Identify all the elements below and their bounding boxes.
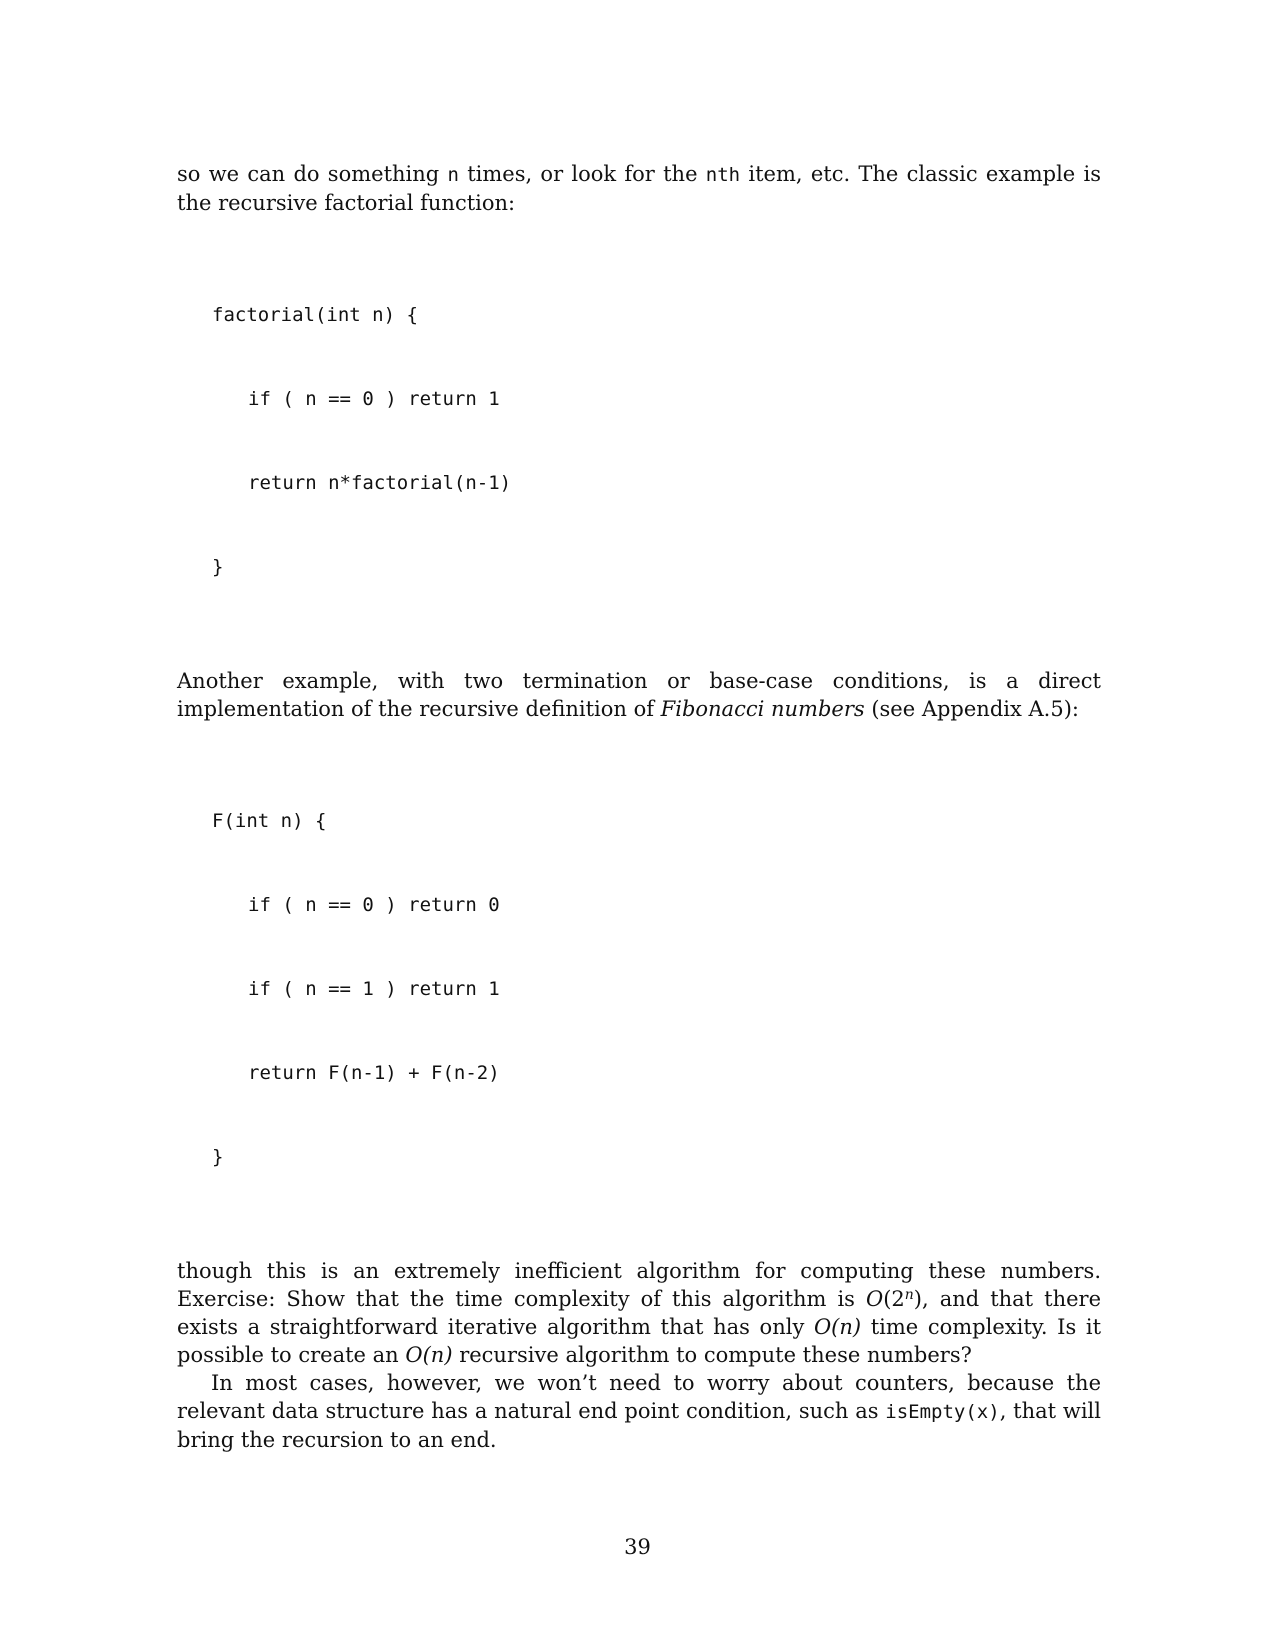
text: (see Appendix A.5): [864,697,1079,721]
code-line: if ( n == 0 ) return 1 [248,388,500,410]
code-block-fibonacci [177,751,1101,1227]
paragraph-complexity [177,1257,1101,1369]
paragraph-fibonacci [177,667,1101,723]
math-exponent: n [904,1287,914,1303]
code-line: if ( n == 0 ) return 0 [248,894,500,916]
code-line: return n*factorial(n-1) [248,472,512,494]
inline-code: nth [705,164,741,186]
page-body [177,160,1101,1454]
math-paren: (2 [883,1287,905,1311]
math-paren: ) [913,1287,922,1311]
code-line: return F(n-1) + F(n-2) [248,1062,500,1084]
math-big-o: O(n) [405,1343,453,1367]
code-line: } [212,1146,224,1168]
math-big-o: O [865,1287,884,1311]
emphasis-term: Fibonacci numbers [660,697,865,721]
inline-code: n [447,164,459,186]
text: recursive algorithm to compute these numbers? [452,1343,972,1367]
code-line: if ( n == 1 ) return 1 [248,978,500,1000]
code-block-factorial [177,245,1101,637]
text: , and that there exists a straightforward iterative algorithm that has only [177,1287,1101,1339]
paragraph-counters [177,1369,1101,1454]
text: though this is an extremely inefficient algorithm for computing these numbers. Exercise: Show that the time complexity of this algorithm is [177,1259,1101,1311]
inline-code: isEmpty(x) [885,1401,1000,1423]
code-line: } [212,556,224,578]
text: , that will bring the recursion to an end. [177,1399,1101,1452]
text: item, etc. The classic example is the recursive factorial function: [177,162,1101,215]
text: Another example, with two termination or base-case conditions, is a direct implementation of the recursive definition of [177,669,1101,721]
page-number: 39 [624,1535,651,1559]
math-big-o: O(n) [813,1315,862,1339]
text: times, or look for the [458,162,706,186]
text: In most cases, however, we won’t need to worry about counters, because the relevant data structure has a natural end point condition, such as [177,1371,1101,1423]
text: time complexity. Is it possible to create an [177,1315,1102,1367]
text: so we can do something [177,162,448,186]
code-line: F(int n) { [212,810,327,832]
code-line: factorial(int n) { [212,304,418,326]
paragraph-intro [177,160,1101,217]
